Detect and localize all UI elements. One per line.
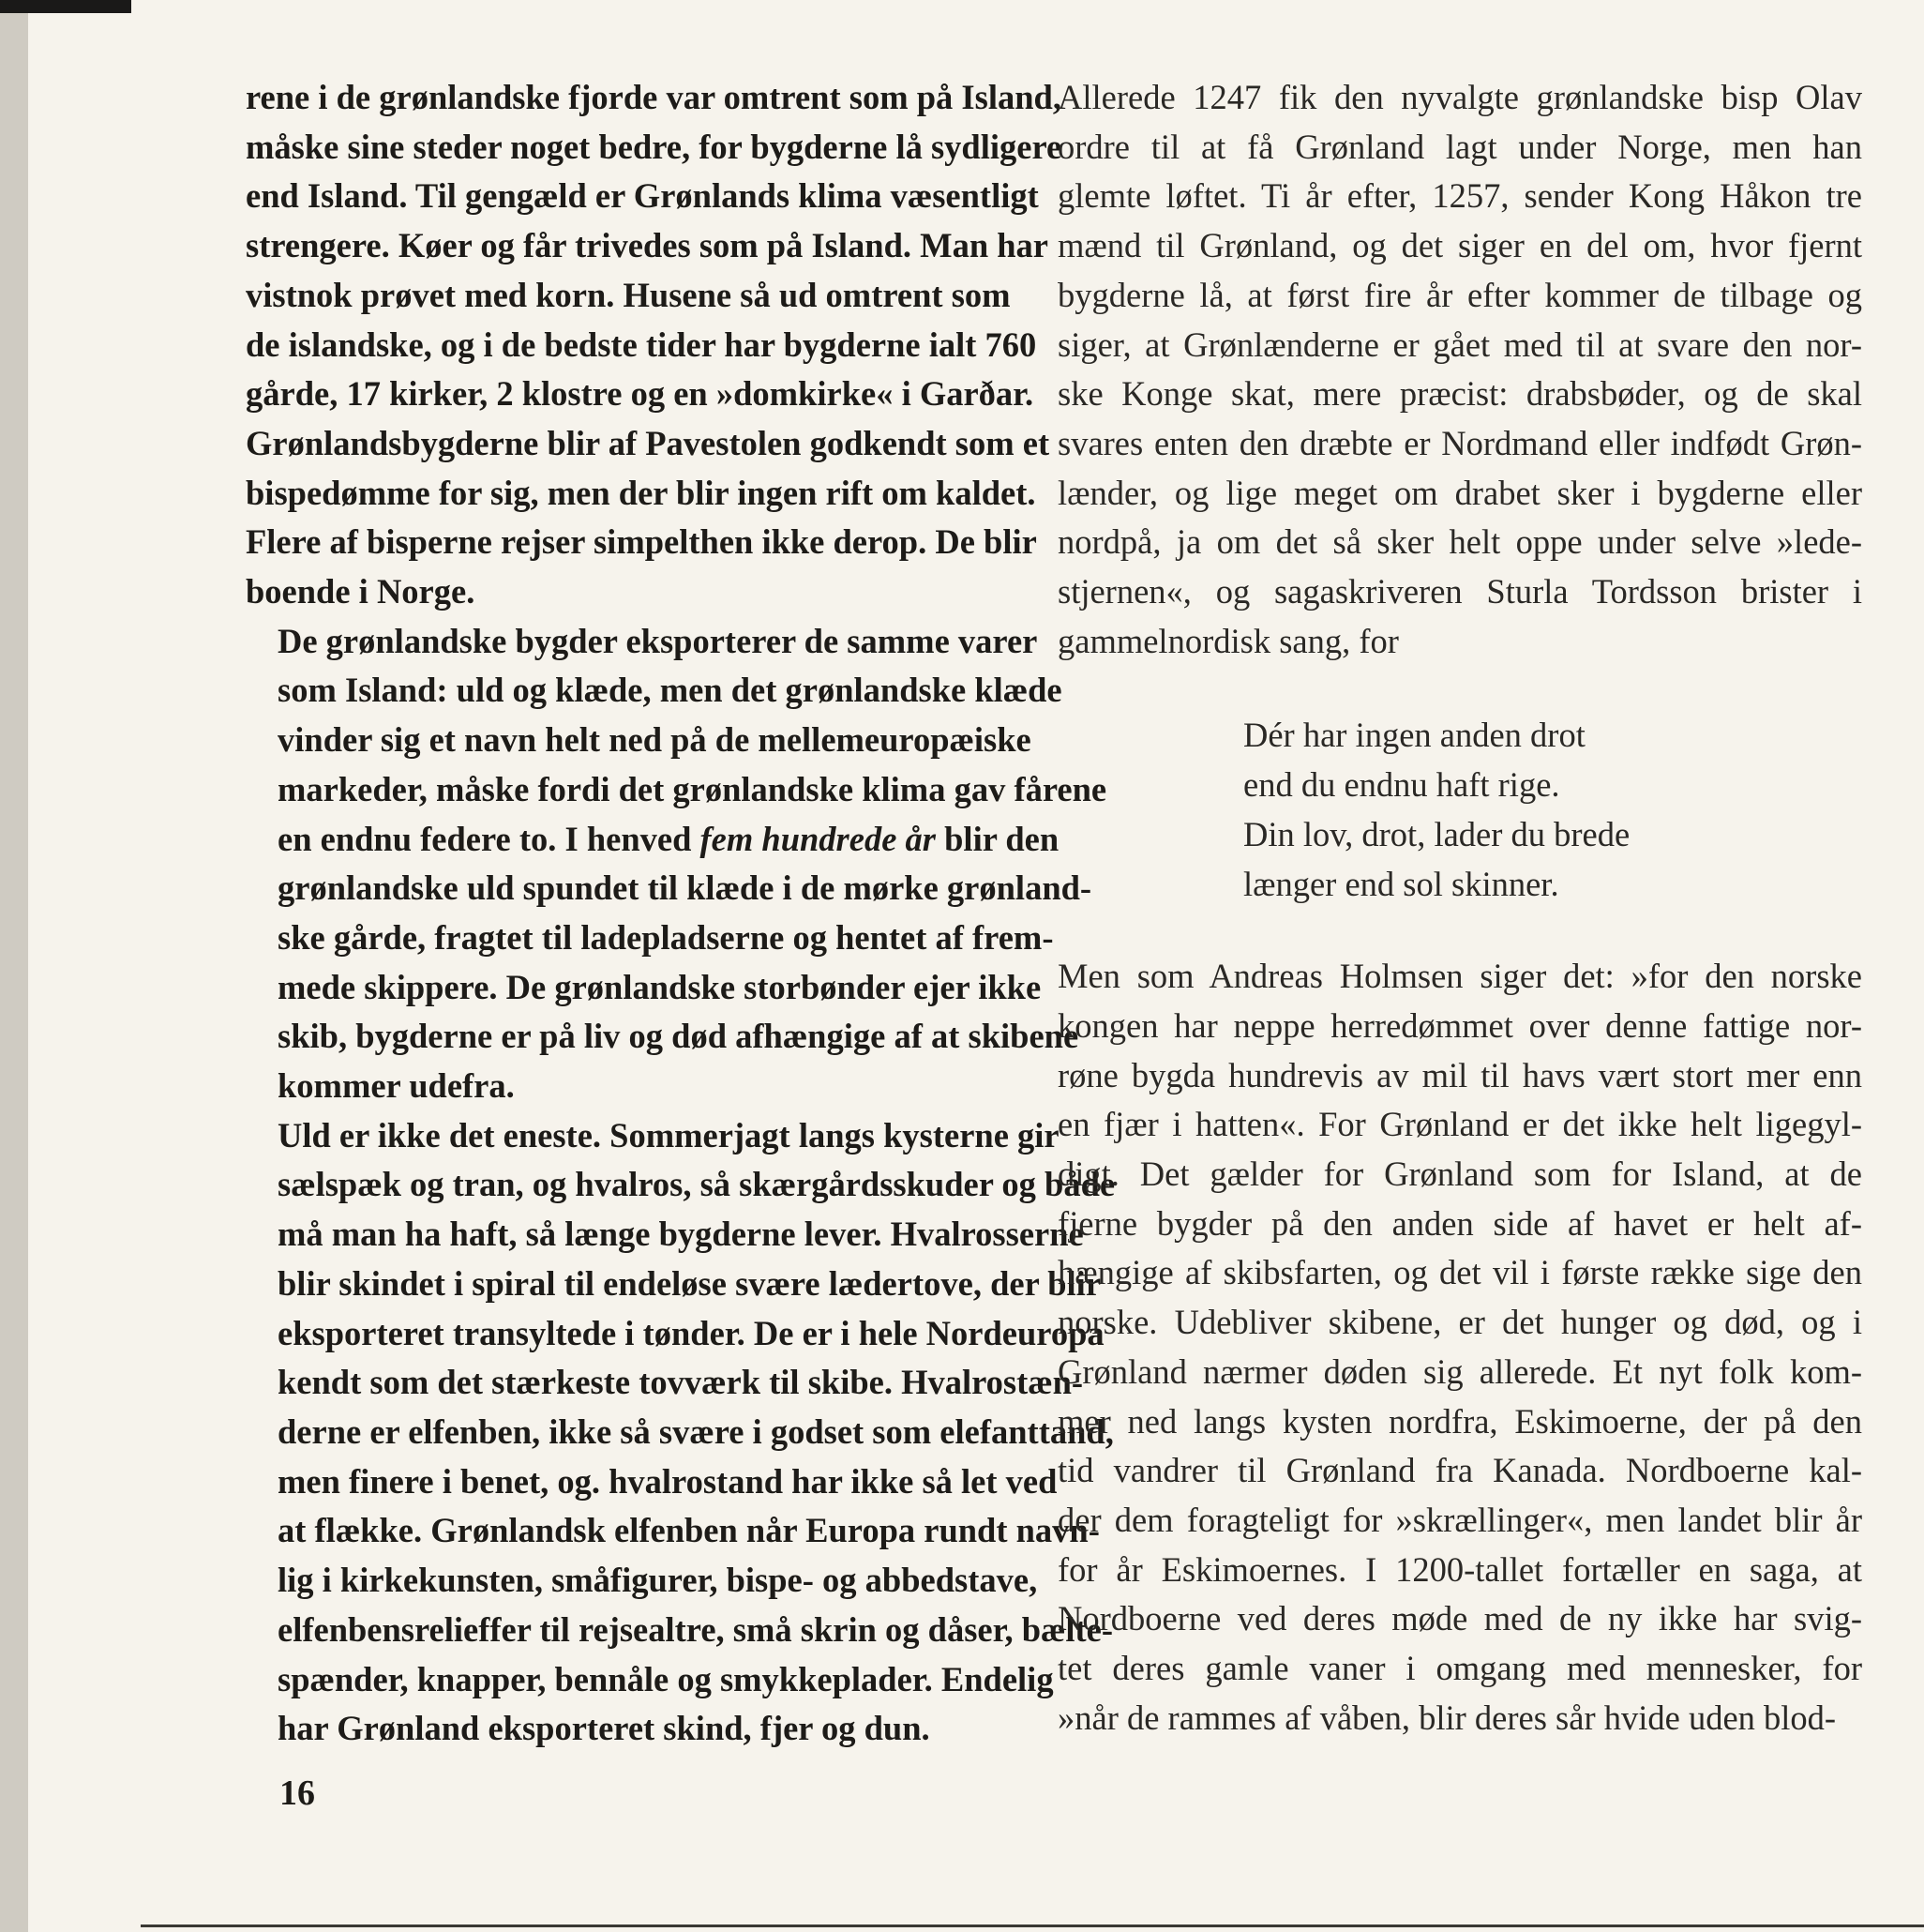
text-line: strengere. Køer og får trivedes som på Island. Man har: [246, 226, 1049, 265]
text-line: Nordboerne ved deres møde med de ny ikke har svig-: [1058, 1599, 1862, 1638]
text-line: De grønlandske bygder eksporterer de samme varer: [278, 621, 1038, 660]
text-line: »når de rammes af våben, blir deres sår hvide uden blod-: [1058, 1698, 1837, 1737]
text-line: glemte løftet. Ti år efter, 1257, sender Kong Håkon tre: [1058, 176, 1862, 216]
text-line: en fjær i hatten«. For Grønland er det ikke helt ligegyl-: [1058, 1105, 1862, 1144]
text-line: svares enten den dræbte er Nordmand eller indfødt Grøn-: [1058, 423, 1862, 462]
text-line: røne bygda hundrevis av mil til havs vært stort mer enn: [1058, 1055, 1862, 1094]
right-paragraph-2: [1026, 952, 1862, 1743]
text-line: Grønlandsbygderne blir af Pavestolen godkendt som et: [246, 423, 1050, 462]
poem-line: Dér har ingen anden drot: [1243, 716, 1586, 755]
text-line: Allerede 1247 fik den nyvalgte grønlandske bisp Olav: [1058, 78, 1862, 116]
left-paragraph-2: [246, 617, 1107, 1111]
text-line: elfenbensrelieffer til rejsealtre, små skrin og dåser, bælte-: [278, 1609, 1114, 1649]
left-column: [246, 73, 1116, 1754]
text-line: mer ned langs kysten nordfra, Eskimoerne, der på den: [1058, 1401, 1862, 1441]
gutter-shadow: [0, 0, 131, 13]
text-line: rene i de grønlandske fjorde var omtrent som på Island,: [246, 78, 1061, 116]
text-line: har Grønland eksporteret skind, fjer og dun.: [278, 1709, 930, 1748]
text-line: norske. Udebliver skibene, er det hunger og død, og i: [1058, 1303, 1862, 1342]
text-line: som Island: uld og klæde, men det grønlandske klæde: [278, 671, 1062, 710]
text-line: siger, at Grønlænderne er gået med til at svare den nor-: [1058, 325, 1862, 364]
left-paragraph-1: [246, 73, 1062, 617]
right-paragraph-1: [1026, 73, 1862, 666]
text-line: skib, bygderne er på liv og død afhængige af at skibene: [278, 1017, 1079, 1056]
book-gutter: [0, 0, 28, 1932]
text-line: nordpå, ja om det så sker helt oppe under selve »lede-: [1058, 522, 1862, 562]
text-line: Men som Andreas Holmsen siger det: »for den norske: [1058, 957, 1862, 996]
text-line: kommer udefra.: [278, 1066, 515, 1106]
text-line: sælspæk og tran, og hvalros, så skærgårdsskuder og både: [278, 1165, 1116, 1204]
text-line: kendt som det stærkeste tovværk til skibe. Hvalrostæn-: [278, 1363, 1084, 1402]
text-line: mede skippere. De grønlandske storbønder ejer ikke: [278, 967, 1042, 1006]
text-line: fjerne bygder på den anden side af havet er helt af-: [1058, 1203, 1862, 1243]
text-line: tid vandrer til Grønland fra Kanada. Nordboerne kal-: [1058, 1451, 1862, 1490]
text-line: der dem foragteligt for »skrællinger«, men landet blir år: [1058, 1500, 1862, 1539]
text-line: en endnu federe to. I henved fem hundrede år blir den: [278, 819, 1060, 858]
text-line: vistnok prøvet med korn. Husene så ud omtrent som: [246, 275, 1011, 314]
text-line: de islandske, og i de bedste tider har bygderne ialt 760: [246, 325, 1037, 364]
text-line: derne er elfenben, ikke så svære i godset som elefanttand,: [278, 1411, 1114, 1451]
left-paragraph-3: [246, 1111, 1116, 1754]
text-line: for år Eskimoernes. I 1200-tallet fortæller en saga, at: [1058, 1549, 1862, 1589]
text-line: stjernen«, og sagaskriveren Sturla Tordsson brister i: [1058, 572, 1862, 611]
text-line: markeder, måske fordi det grønlandske klima gav fårene: [278, 769, 1107, 808]
text-line: Grønland nærmer døden sig allerede. Et nyt folk kom-: [1058, 1351, 1862, 1391]
poem-line: end du endnu haft rige.: [1243, 765, 1560, 805]
text-line: spænder, knapper, bennåle og smykkeplader. Endelig: [278, 1659, 1054, 1698]
text-line: måske sine steder noget bedre, for bygderne lå sydligere: [246, 127, 1062, 166]
text-line: vinder sig et navn helt ned på de mellemeuropæiske: [278, 720, 1031, 760]
emphasis: fem hundrede år: [699, 819, 936, 858]
text-line: eksporteret transyltede i tønder. De er i hele Nordeuropa: [278, 1313, 1105, 1352]
text-line: gammelnordisk sang, for: [1058, 621, 1399, 660]
text-line: blir skindet i spiral til endeløse svære lædertove, der blir: [278, 1263, 1102, 1303]
poem-quote: [1243, 711, 1862, 909]
text-line: ske Konge skat, mere præcist: drabsbøder, og de skal: [1058, 374, 1862, 414]
poem-line: Din lov, drot, lader du brede: [1243, 814, 1631, 853]
poem-line: længer end sol skinner.: [1243, 864, 1559, 903]
text-line: bispedømme for sig, men der blir ingen rift om kaldet.: [246, 473, 1036, 512]
text-line: Uld er ikke det eneste. Sommerjagt langs kysterne gir: [278, 1115, 1060, 1155]
text-line: grønlandske uld spundet til klæde i de mørke grønland-: [278, 868, 1092, 908]
text-line: mænd til Grønland, og det siger en del om, hvor fjernt: [1058, 226, 1862, 265]
text-line: end Island. Til gengæld er Grønlands klima væsentligt: [246, 176, 1039, 216]
page-bottom-edge: [141, 1924, 1924, 1927]
text-line: lig i kirkekunsten, småfigurer, bispe- og abbedstave,: [278, 1561, 1038, 1600]
text-line: boende i Norge.: [246, 572, 475, 611]
page-number: 16: [279, 1774, 315, 1813]
text-line: ordre til at få Grønland lagt under Norge, men han: [1058, 127, 1862, 166]
text-line: Flere af bisperne rejser simpelthen ikke derop. De blir: [246, 522, 1037, 562]
text-line: men finere i benet, og. hvalrostand har ikke så let ved: [278, 1461, 1058, 1501]
text-line: at flække. Grønlandsk elfenben når Europa rundt navn-: [278, 1511, 1100, 1550]
text-line: ske gårde, fragtet til ladepladserne og hentet af frem-: [278, 917, 1054, 957]
text-line: lænder, og lige meget om drabet sker i bygderne eller: [1058, 473, 1862, 512]
text-line: bygderne lå, at først fire år efter kommer de tilbage og: [1058, 275, 1862, 314]
text-line: kongen har neppe herredømmet over denne fattige nor-: [1058, 1005, 1862, 1045]
text-line: gårde, 17 kirker, 2 klostre og en »domkirke« i Garðar.: [246, 374, 1034, 414]
text-line: må man ha haft, så længe bygderne lever. Hvalrosserne: [278, 1215, 1084, 1254]
text-line: digt. Det gælder for Grønland som for Island, at de: [1058, 1155, 1862, 1194]
text-line: hængige af skibsfarten, og det vil i første række sige den: [1058, 1253, 1862, 1292]
right-column: [1026, 73, 1862, 1743]
text-line: tet deres gamle vaner i omgang med mennesker, for: [1058, 1649, 1862, 1688]
